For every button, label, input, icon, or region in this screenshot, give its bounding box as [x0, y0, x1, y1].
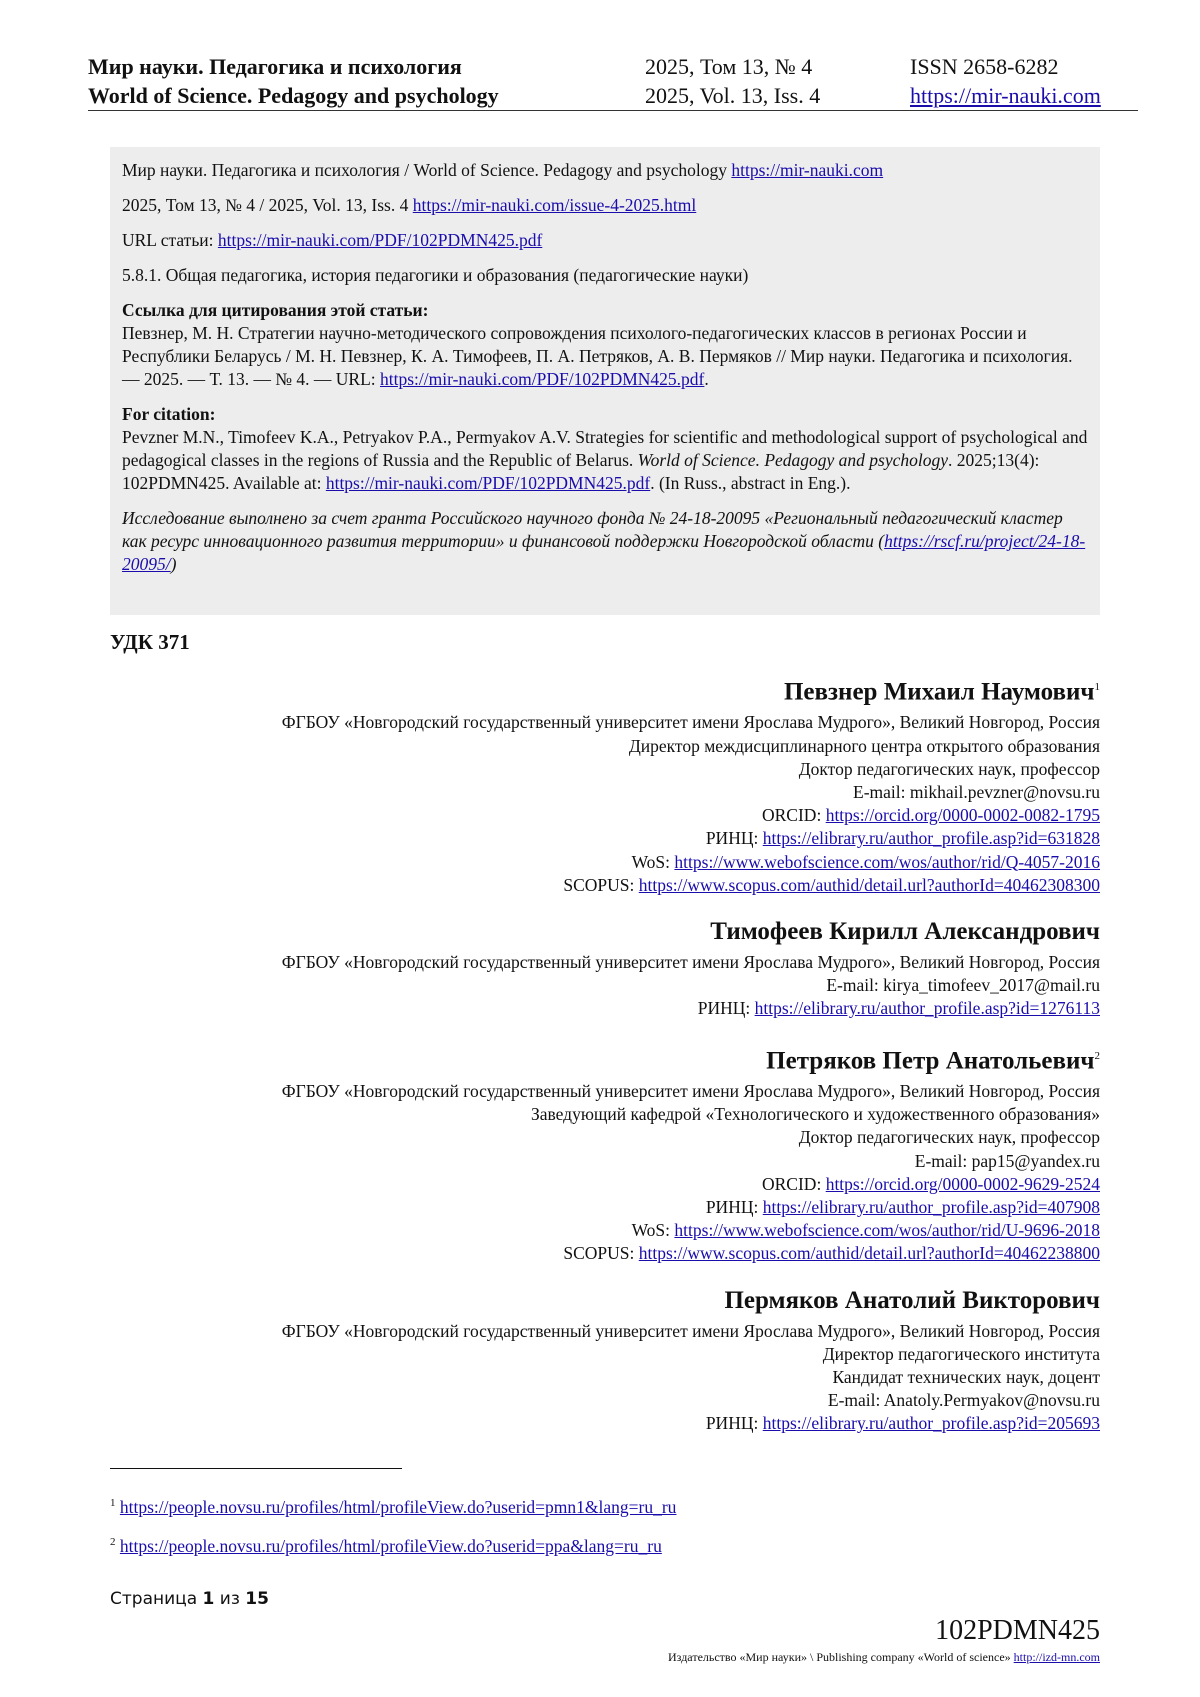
issue-ru: 2025, Том 13, № 4: [645, 54, 813, 79]
author-detail-text: Доктор педагогических наук, профессор: [798, 1127, 1100, 1148]
author-block: [110, 670, 1100, 897]
author-detail-text: E-mail: Anatoly.Permyakov@novsu.ru: [827, 1390, 1100, 1411]
author-detail-line: [110, 735, 1100, 758]
author-id-label: WoS:: [631, 1220, 671, 1241]
author-id-link[interactable]: https://elibrary.ru/author_profile.asp?id=1276113: [754, 998, 1100, 1019]
citation-ru-link[interactable]: https://mir-nauki.com/PDF/102PDMN425.pdf: [380, 369, 705, 389]
author-id-link[interactable]: https://elibrary.ru/author_profile.asp?id=407908: [762, 1196, 1100, 1217]
info-url-label: URL статьи:: [122, 230, 214, 250]
author-detail-line: [110, 1126, 1100, 1149]
author-detail-line: [110, 1196, 1100, 1219]
author-detail-line: [110, 997, 1100, 1020]
author-detail-text: E-mail: kirya_timofeev_2017@mail.ru: [826, 975, 1100, 996]
author-id-link[interactable]: https://www.webofscience.com/wos/author/rid/U-9696-2018: [674, 1220, 1100, 1241]
author-detail-line: [110, 1173, 1100, 1196]
author-detail-text: ФГБОУ «Новгородский государственный университет имени Ярослава Мудрого», Великий Новгород, Россия: [281, 951, 1100, 972]
author-id-link[interactable]: https://www.scopus.com/authid/detail.url?authorId=40462238800: [638, 1243, 1100, 1264]
info-issue-link[interactable]: https://mir-nauki.com/issue-4-2025.html: [412, 195, 697, 215]
footnote-divider: [110, 1468, 402, 1469]
author-detail-text: Заведующий кафедрой «Технологического и художественного образования»: [530, 1104, 1100, 1125]
grant-text: Исследование выполнено за счет гранта Российского научного фонда № 24-18-20095 «Региональный педагогический кластер как ресурс инновационного развития территории» и финансовой поддержки Новгородской области (: [122, 508, 1063, 551]
grant-link[interactable]: https://rscf.ru/project/24-18-20095/: [122, 531, 1086, 574]
publisher-line: [668, 1650, 1100, 1665]
page-sep: из: [219, 1589, 240, 1609]
info-journal-line: Мир науки. Педагогика и психология / World of Science. Pedagogy and psychology: [122, 160, 727, 180]
author-detail-line: [110, 851, 1100, 874]
info-specialty: 5.8.1. Общая педагогика, история педагогики и образования (педагогические науки): [122, 265, 749, 285]
citation-en-link[interactable]: https://mir-nauki.com/PDF/102PDMN425.pdf: [325, 473, 651, 493]
author-detail-line: [110, 1412, 1100, 1435]
author-detail-text: ФГБОУ «Новгородский государственный университет имени Ярослава Мудрого», Великий Новгород, Россия: [281, 712, 1100, 733]
author-name: [110, 915, 1100, 949]
author-detail-line: [110, 1080, 1100, 1103]
author-block: [110, 1284, 1100, 1436]
author-detail-line: [110, 874, 1100, 897]
footnote-marker: 1: [1094, 681, 1100, 693]
author-id-link[interactable]: https://elibrary.ru/author_profile.asp?id=631828: [762, 828, 1100, 849]
author-detail-line: [110, 711, 1100, 734]
author-id-label: WoS:: [631, 851, 671, 872]
author-block: [110, 915, 1100, 1021]
author-detail-line: [110, 1242, 1100, 1265]
author-name: [110, 1284, 1100, 1318]
author-id-label: РИНЦ:: [697, 998, 751, 1019]
citation-ru-title: Ссылка для цитирования этой статьи:: [122, 300, 429, 320]
page-current: 1: [202, 1589, 215, 1609]
author-detail-line: [110, 1366, 1100, 1389]
author-detail-text: ФГБОУ «Новгородский государственный университет имени Ярослава Мудрого», Великий Новгород, Россия: [281, 1080, 1100, 1101]
author-detail-text: ФГБОУ «Новгородский государственный университет имени Ярослава Мудрого», Великий Новгород, Россия: [281, 1320, 1100, 1341]
author-id-link[interactable]: https://orcid.org/0000-0002-0082-1795: [825, 805, 1100, 826]
author-detail-line: [110, 1219, 1100, 1242]
author-id-label: ORCID:: [762, 805, 822, 826]
citation-en-text3: . (In Russ., abstract in Eng.).: [650, 473, 851, 493]
citation-en-text: Pevzner M.N., Timofeev K.A., Petryakov P.A., Permyakov A.V. Strategies for scientific and methodological support of psychological and pedagogical classes in the regions of Russia and the Republic of Belarus.: [122, 427, 1088, 470]
author-detail-line: [110, 804, 1100, 827]
journal-title-ru: Мир науки. Педагогика и психология: [88, 54, 462, 79]
author-name-text: Певзнер Михаил Наумович: [783, 678, 1095, 706]
author-id-link[interactable]: https://www.scopus.com/authid/detail.url?authorId=40462308300: [638, 874, 1100, 895]
author-id-label: ORCID:: [762, 1173, 822, 1194]
author-name-text: Тимофеев Кирилл Александрович: [710, 917, 1100, 945]
article-info-box: [110, 147, 1100, 615]
author-detail-line: [110, 1389, 1100, 1412]
issue-en: 2025, Vol. 13, Iss. 4: [645, 83, 821, 108]
author-name: [110, 670, 1100, 709]
footnote-link[interactable]: https://people.novsu.ru/profiles/html/profileView.do?userid=ppa&lang=ru_ru: [119, 1535, 662, 1556]
author-block: [110, 1039, 1100, 1266]
author-id-label: SCOPUS:: [563, 874, 635, 895]
authors-block: [110, 670, 1100, 1454]
author-detail-line: [110, 951, 1100, 974]
journal-title-en: World of Science. Pedagogy and psychology: [88, 83, 499, 108]
author-id-label: РИНЦ:: [705, 1196, 759, 1217]
author-id-label: РИНЦ:: [705, 828, 759, 849]
author-detail-line: [110, 758, 1100, 781]
grant-end: ): [170, 554, 177, 574]
author-id-link[interactable]: https://orcid.org/0000-0002-9629-2524: [825, 1173, 1100, 1194]
author-detail-text: E-mail: mikhail.pevzner@novsu.ru: [853, 781, 1100, 802]
author-detail-line: [110, 974, 1100, 997]
author-detail-text: Директор педагогического института: [822, 1343, 1100, 1364]
page-prefix: Страница: [110, 1589, 198, 1609]
footnote-number: 2: [110, 1535, 116, 1548]
author-detail-line: [110, 827, 1100, 850]
author-detail-text: E-mail: pap15@yandex.ru: [914, 1150, 1100, 1171]
author-name-text: Пермяков Анатолий Викторович: [724, 1286, 1100, 1314]
author-detail-text: Доктор педагогических наук, профессор: [798, 758, 1100, 779]
issn: ISSN 2658-6282: [910, 54, 1059, 79]
publisher-link[interactable]: http://izd-mn.com: [1013, 1650, 1100, 1664]
info-journal-link[interactable]: https://mir-nauki.com: [731, 160, 884, 180]
footnote-number: 1: [110, 1497, 116, 1509]
journal-site-link[interactable]: https://mir-nauki.com: [910, 83, 1101, 108]
author-detail-line: [110, 1320, 1100, 1343]
info-article-url[interactable]: https://mir-nauki.com/PDF/102PDMN425.pdf: [217, 230, 543, 250]
citation-ru-text: Певзнер, М. Н. Стратегии научно-методического сопровождения психолого-педагогических классов в регионах России и Республики Беларусь / М. Н. Певзнер, К. А. Тимофеев, П. А. Петряков, А. В. Пермяков // Мир науки. Педагогика и психология. — 2025. — Т. 13. — № 4. — URL:: [122, 323, 1073, 389]
footnote: [110, 1531, 676, 1558]
citation-en-journal: World of Science. Pedagogy and psychology: [637, 450, 949, 470]
footnotes: [110, 1492, 676, 1570]
author-name-text: Петряков Петр Анатольевич: [766, 1046, 1095, 1074]
footnote-link[interactable]: https://people.novsu.ru/profiles/html/profileView.do?userid=pmn1&lang=ru_ru: [119, 1496, 677, 1517]
footnote: [110, 1492, 676, 1519]
author-id-label: РИНЦ:: [705, 1413, 759, 1434]
author-detail-text: Кандидат технических наук, доцент: [832, 1366, 1100, 1387]
author-detail-line: [110, 1103, 1100, 1126]
udk-code: УДК 371: [110, 630, 190, 654]
author-name: [110, 1039, 1100, 1078]
author-detail-text: Директор междисциплинарного центра открытого образования: [628, 735, 1100, 756]
author-detail-line: [110, 1343, 1100, 1366]
page-total: 15: [245, 1589, 269, 1609]
footnote-marker: 2: [1094, 1049, 1100, 1062]
citation-en-title: For citation:: [122, 404, 216, 424]
info-issue-line: 2025, Том 13, № 4 / 2025, Vol. 13, Iss. 4: [122, 195, 409, 215]
article-code: 102PDMN425: [935, 1615, 1100, 1646]
author-detail-line: [110, 781, 1100, 804]
page-number: [110, 1589, 269, 1609]
author-id-label: SCOPUS:: [563, 1243, 635, 1264]
author-id-link[interactable]: https://elibrary.ru/author_profile.asp?id=205693: [762, 1413, 1100, 1434]
author-detail-line: [110, 1150, 1100, 1173]
citation-en-text2: . 2025;13(4): 102PDMN425. Available at:: [122, 450, 1040, 493]
running-header: [88, 52, 1138, 111]
publisher-text: Издательство «Мир науки» \ Publishing company «World of science»: [668, 1650, 1011, 1664]
author-id-link[interactable]: https://www.webofscience.com/wos/author/rid/Q-4057-2016: [674, 851, 1100, 872]
citation-ru-end: .: [704, 369, 709, 389]
